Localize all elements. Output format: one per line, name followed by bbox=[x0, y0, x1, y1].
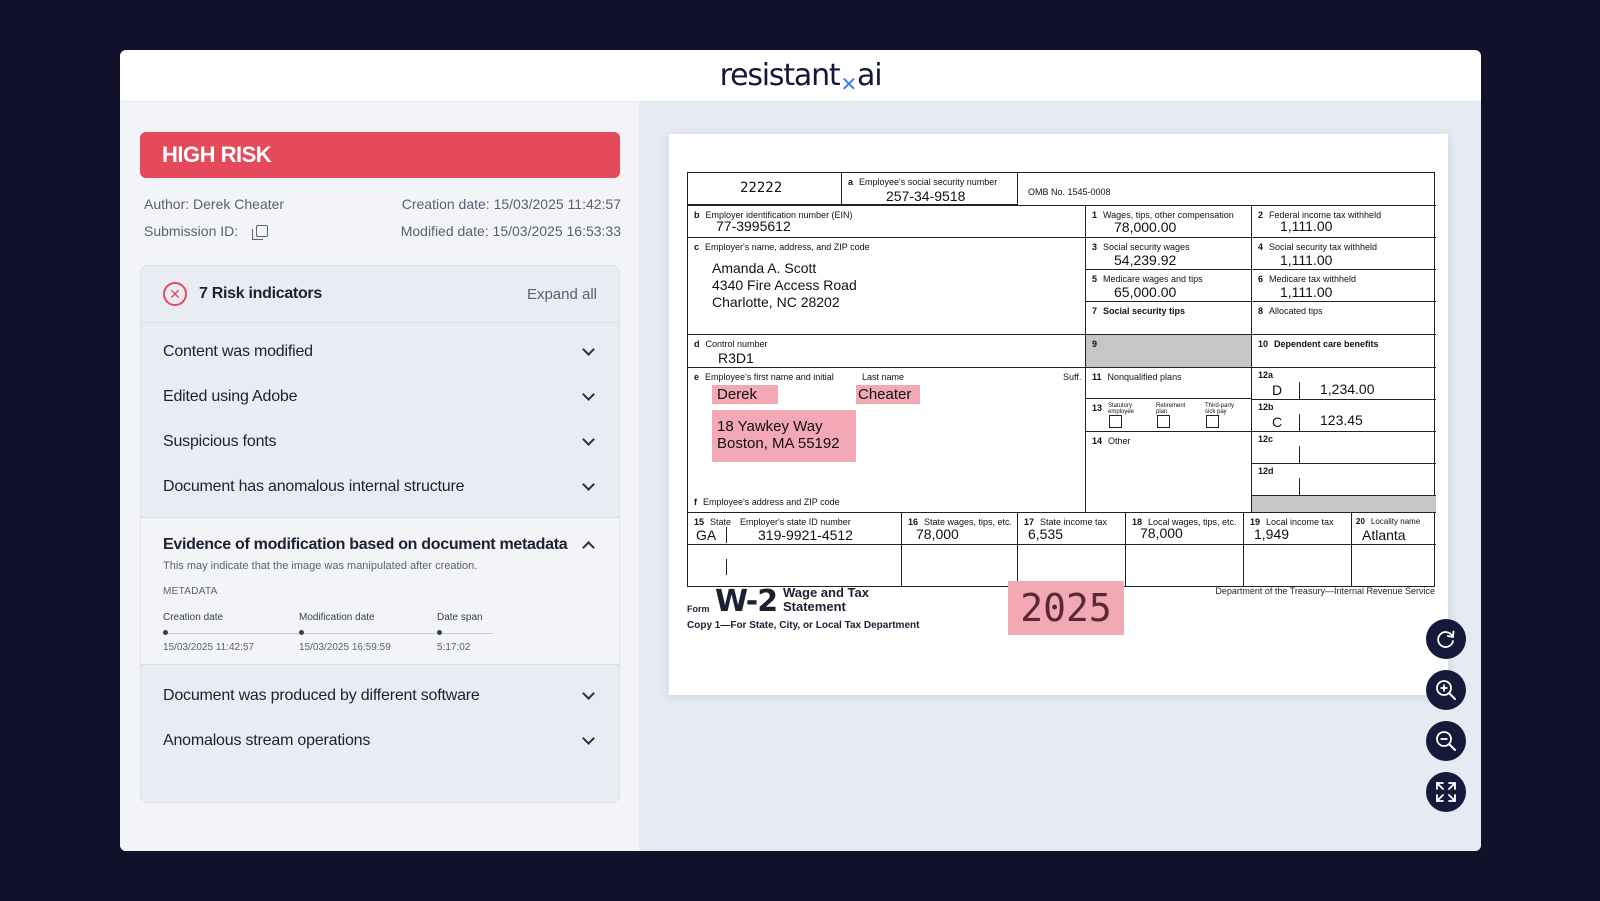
w2-box-13-label: 13 bbox=[1092, 403, 1103, 413]
w2-box-2-label: 2 Federal income tax withheld bbox=[1258, 210, 1382, 220]
indicator-label: Document was produced by different software bbox=[163, 686, 480, 704]
timeline-label-creation: Creation date bbox=[163, 612, 224, 623]
w2-box-14 bbox=[1086, 432, 1252, 513]
w2-box-12d bbox=[1252, 464, 1436, 496]
w2-suffix-label: Suff. bbox=[1063, 372, 1082, 382]
w2-box-17-row2 bbox=[1018, 545, 1126, 586]
w2-box-12c bbox=[1252, 432, 1436, 464]
w2-box-11-label-text: Nonqualified plans bbox=[1107, 372, 1182, 382]
w2-box-4-label: 4 Social security tax withheld bbox=[1258, 242, 1378, 252]
w2-box-20-label-text: Locality name bbox=[1370, 517, 1421, 526]
metadata-heading: METADATA bbox=[163, 586, 218, 597]
document-page bbox=[669, 134, 1448, 695]
w2-dept-text: Department of the Treasury—Internal Revenue Service bbox=[1215, 586, 1435, 596]
timeline-label-modification: Modification date bbox=[299, 612, 375, 623]
w2-employee-city: Boston, MA 55192 bbox=[717, 435, 840, 452]
submission-id-label: Submission ID: bbox=[144, 223, 239, 239]
w2-retirement-checkbox[interactable] bbox=[1157, 415, 1170, 428]
indicator-label: Document has anomalous internal structure bbox=[163, 477, 465, 495]
w2-box-6-label: 6 Medicare tax withheld bbox=[1258, 274, 1357, 284]
zoom-in-icon bbox=[1434, 678, 1458, 702]
modified-date-text: Modified date: 15/03/2025 16:53:33 bbox=[400, 223, 621, 239]
w2-box-19-label-text: Local income tax bbox=[1266, 517, 1334, 527]
w2-box-12c-label: 12c bbox=[1258, 434, 1274, 444]
w2-box-4 bbox=[1252, 238, 1436, 270]
chevron-down-icon bbox=[582, 433, 595, 446]
w2-box-16 bbox=[902, 513, 1018, 545]
timeline-dot bbox=[299, 630, 304, 635]
w2-box-2-label-text: Federal income tax withheld bbox=[1269, 210, 1382, 220]
w2-box-17-value: 6,535 bbox=[1028, 526, 1064, 542]
w2-employee-last: Cheater bbox=[858, 386, 912, 403]
w2-box-9 bbox=[1086, 335, 1252, 368]
w2-form bbox=[687, 172, 1435, 587]
w2-box-18-row2 bbox=[1126, 545, 1244, 586]
w2-box-a-value: 257-34-9518 bbox=[886, 188, 966, 204]
chevron-down-icon bbox=[582, 388, 595, 401]
w2-form-title bbox=[783, 586, 869, 614]
w2-box-12a-value: 1,234.00 bbox=[1320, 381, 1375, 397]
w2-box-18-label-text: Local wages, tips, etc. bbox=[1148, 517, 1237, 527]
w2-box-12b-label: 12b bbox=[1258, 402, 1274, 412]
w2-box-6-value: 1,111.00 bbox=[1280, 284, 1333, 300]
w2-box-17-label-text: State income tax bbox=[1040, 517, 1108, 527]
w2-box-5-value: 65,000.00 bbox=[1114, 284, 1177, 300]
w2-box-c-label: c Employer's name, address, and ZIP code bbox=[694, 242, 870, 252]
resistant-ai-logo bbox=[719, 58, 882, 96]
w2-box-a-label: a Employee's social security number bbox=[848, 177, 998, 187]
w2-divider bbox=[1299, 446, 1300, 464]
risk-x-icon: ✕ bbox=[163, 282, 187, 306]
creation-date-text: Creation date: 15/03/2025 11:42:57 bbox=[401, 196, 621, 212]
indicator-metadata-desc: This may indicate that the image was manipulated after creation. bbox=[163, 560, 478, 572]
w2-employer-street: 4340 Fire Access Road bbox=[712, 277, 857, 293]
w2-box-19-label: 19 Local income tax bbox=[1250, 517, 1334, 527]
timeline-value-creation: 15/03/2025 11:42:57 bbox=[163, 642, 255, 653]
w2-box-c-label-text: Employer's name, address, and ZIP code bbox=[705, 242, 870, 252]
w2-box-12b-code: C bbox=[1272, 414, 1283, 430]
w2-box-12-shaded bbox=[1252, 496, 1436, 513]
w2-box-f-label-text: Employee's address and ZIP code bbox=[703, 497, 840, 507]
w2-box-18-label: 18 Local wages, tips, etc. bbox=[1132, 517, 1237, 527]
w2-box-11-label: 11 Nonqualified plans bbox=[1092, 372, 1182, 382]
w2-box-5-label: 5 Medicare wages and tips bbox=[1092, 274, 1203, 284]
w2-box-5 bbox=[1086, 270, 1252, 302]
w2-last-name-label: Last name bbox=[862, 372, 905, 382]
indicator-label: Content was modified bbox=[163, 342, 313, 360]
expand-icon bbox=[1434, 780, 1458, 804]
timeline-value-modification: 15/03/2025 16:59:59 bbox=[299, 642, 391, 653]
w2-sickpay-checkbox[interactable] bbox=[1206, 415, 1219, 428]
w2-box-20-label: 20 Locality name bbox=[1356, 517, 1421, 526]
indicator-suspicious-fonts[interactable] bbox=[141, 419, 619, 464]
chevron-down-icon bbox=[582, 478, 595, 491]
rotate-icon bbox=[1435, 628, 1457, 650]
w2-divider bbox=[1299, 478, 1300, 496]
w2-omb: OMB No. 1545-0008 bbox=[1028, 187, 1111, 197]
w2-box-10-label: 10 Dependent care benefits bbox=[1258, 339, 1379, 349]
w2-box-16-row2 bbox=[902, 545, 1018, 586]
w2-box-3-value: 54,239.92 bbox=[1114, 252, 1177, 268]
header-bar bbox=[120, 50, 1481, 102]
w2-employee-first: Derek bbox=[717, 386, 758, 403]
w2-box-14-label: 14 Other bbox=[1092, 436, 1131, 446]
logo-x-icon: ✕ bbox=[840, 72, 857, 96]
w2-box-20 bbox=[1352, 513, 1436, 545]
w2-box-e-label: e Employee's first name and initial bbox=[694, 372, 834, 382]
w2-box-code-value: 22222 bbox=[740, 180, 783, 196]
timeline-value-span: 5:17:02 bbox=[437, 642, 471, 653]
w2-state-value: GA bbox=[696, 527, 717, 543]
w2-box-10-label-text: Dependent care benefits bbox=[1274, 339, 1379, 349]
w2-box-c bbox=[688, 238, 1086, 335]
w2-box-2-value: 1,111.00 bbox=[1280, 218, 1333, 234]
w2-box-9-label: 9 bbox=[1092, 339, 1098, 349]
w2-box-8-label-text: Allocated tips bbox=[1269, 306, 1323, 316]
w2-box-b-label-text: Employer identification number (EIN) bbox=[705, 210, 853, 220]
w2-divider bbox=[726, 527, 727, 543]
app-window bbox=[120, 50, 1481, 851]
timeline-dot bbox=[163, 630, 168, 635]
w2-box-8 bbox=[1252, 302, 1436, 335]
w2-box-b bbox=[688, 206, 1086, 238]
w2-box-a-label-text: Employee's social security number bbox=[859, 177, 998, 187]
w2-box-16-label-text: State wages, tips, etc. bbox=[924, 517, 1013, 527]
w2-box-15-row2 bbox=[688, 545, 902, 586]
w2-box-11 bbox=[1086, 368, 1252, 399]
zoom-out-button[interactable] bbox=[1426, 721, 1466, 761]
w2-retirement-label: Retirement plan bbox=[1156, 403, 1186, 415]
indicator-anomalous-structure[interactable] bbox=[141, 464, 619, 509]
zoom-in-button[interactable] bbox=[1426, 670, 1466, 710]
w2-box-7-label: 7 Social security tips bbox=[1092, 306, 1186, 316]
w2-box-20-value: Atlanta bbox=[1362, 527, 1406, 543]
risk-indicators-header bbox=[141, 266, 619, 323]
w2-box-12a bbox=[1252, 368, 1436, 400]
w2-box-e-label-text: Employee's first name and initial bbox=[705, 372, 834, 382]
w2-box-18-value: 78,000 bbox=[1140, 525, 1183, 541]
risk-indicators-panel bbox=[140, 265, 620, 803]
w2-box-e bbox=[688, 368, 1086, 513]
risk-level-banner: HIGH RISK bbox=[140, 132, 620, 178]
w2-box-17-label: 17 State income tax bbox=[1024, 517, 1108, 527]
w2-box-8-label: 8 Allocated tips bbox=[1258, 306, 1323, 316]
w2-box-7-label-text: Social security tips bbox=[1103, 306, 1186, 316]
risk-indicators-title: 7 Risk indicators bbox=[199, 285, 322, 302]
logo-text-part2: ai bbox=[857, 58, 882, 93]
timeline-dot bbox=[437, 630, 442, 635]
w2-divider bbox=[1299, 414, 1300, 432]
w2-sickpay-label: Third-party sick pay bbox=[1205, 403, 1235, 415]
indicator-metadata-expanded bbox=[141, 517, 619, 665]
w2-box-2 bbox=[1252, 206, 1436, 238]
chevron-down-icon bbox=[582, 343, 595, 356]
indicator-label: Edited using Adobe bbox=[163, 387, 298, 405]
indicator-metadata-header[interactable] bbox=[163, 536, 597, 554]
w2-form-title-line2: Statement bbox=[783, 599, 846, 614]
w2-box-d-label: d Control number bbox=[694, 339, 768, 349]
w2-box-15-label-text: State bbox=[710, 517, 732, 527]
w2-box-12a-label: 12a bbox=[1258, 370, 1274, 380]
w2-box-12b-value: 123.45 bbox=[1320, 412, 1363, 428]
w2-box-16-value: 78,000 bbox=[916, 526, 959, 542]
w2-box-a bbox=[842, 173, 1018, 205]
submission-id bbox=[144, 223, 268, 239]
timeline-label-span: Date span bbox=[437, 612, 483, 623]
zoom-out-icon bbox=[1434, 729, 1458, 753]
w2-box-1-label: 1 Wages, tips, other compensation bbox=[1092, 210, 1234, 220]
w2-year-highlight: 2025 bbox=[1008, 581, 1124, 635]
timeline-line bbox=[163, 633, 493, 634]
w2-state-id-value: 319-9921-4512 bbox=[758, 527, 853, 543]
indicator-stream-operations[interactable] bbox=[141, 718, 619, 763]
indicator-content-modified[interactable] bbox=[141, 329, 619, 374]
w2-box-15 bbox=[688, 513, 902, 545]
w2-employer-city: Charlotte, NC 28202 bbox=[712, 294, 840, 310]
w2-box-16-label: 16 State wages, tips, etc. bbox=[908, 517, 1013, 527]
document-viewer bbox=[639, 102, 1481, 851]
w2-box-19-row2 bbox=[1244, 545, 1352, 586]
w2-box-1 bbox=[1086, 206, 1252, 238]
w2-box-4-label-text: Social security tax withheld bbox=[1269, 242, 1378, 252]
w2-box-6 bbox=[1252, 270, 1436, 302]
expand-all-button[interactable]: Expand all bbox=[526, 285, 597, 303]
w2-form-word: Form bbox=[687, 604, 710, 614]
author-text: Author: Derek Cheater bbox=[144, 196, 285, 212]
w2-box-18 bbox=[1126, 513, 1244, 545]
w2-box-12a-code: D bbox=[1272, 382, 1283, 398]
w2-box-code bbox=[688, 173, 842, 205]
w2-copy-text: Copy 1—For State, City, or Local Tax Department bbox=[687, 620, 920, 631]
rotate-button[interactable] bbox=[1426, 619, 1466, 659]
logo-text-part1: resistant bbox=[719, 58, 840, 93]
w2-box-f-label: f Employee's address and ZIP code bbox=[694, 497, 840, 507]
w2-box-6-label-text: Medicare tax withheld bbox=[1269, 274, 1357, 284]
copy-icon[interactable] bbox=[256, 225, 268, 237]
w2-box-10 bbox=[1252, 335, 1436, 368]
w2-box-d-value: R3D1 bbox=[718, 350, 754, 366]
w2-box-5-label-text: Medicare wages and tips bbox=[1103, 274, 1203, 284]
indicator-different-software[interactable] bbox=[141, 673, 619, 718]
w2-box-d bbox=[688, 335, 1086, 368]
indicator-label: Anomalous stream operations bbox=[163, 731, 371, 749]
w2-box-1-value: 78,000.00 bbox=[1114, 219, 1177, 235]
chevron-down-icon bbox=[582, 687, 595, 700]
w2-box-7 bbox=[1086, 302, 1252, 335]
w2-employer-name: Amanda A. Scott bbox=[712, 260, 817, 276]
w2-box-15-label: 15 State bbox=[694, 517, 732, 527]
indicator-metadata-title: Evidence of modification based on document metadata bbox=[163, 536, 568, 553]
w2-box-14-label-text: Other bbox=[1108, 436, 1131, 446]
indicator-edited-adobe[interactable] bbox=[141, 374, 619, 419]
w2-box-3-label-text: Social security wages bbox=[1103, 242, 1190, 252]
chevron-up-icon bbox=[582, 541, 595, 554]
w2-employee-street: 18 Yawkey Way bbox=[717, 418, 823, 435]
w2-box-3-label: 3 Social security wages bbox=[1092, 242, 1190, 252]
w2-divider bbox=[1299, 382, 1300, 400]
fullscreen-button[interactable] bbox=[1426, 772, 1466, 812]
w2-box-d-label-text: Control number bbox=[705, 339, 768, 349]
w2-box-19-value: 1,949 bbox=[1254, 526, 1290, 542]
chevron-down-icon bbox=[582, 732, 595, 745]
w2-statutory-label: Statutory employee bbox=[1108, 403, 1135, 415]
indicator-label: Suspicious fonts bbox=[163, 432, 277, 450]
w2-form-name: W-2 bbox=[715, 584, 778, 619]
w2-divider bbox=[726, 559, 727, 575]
w2-box-b-value: 77-3995612 bbox=[716, 218, 791, 234]
w2-box-b-label: b Employer identification number (EIN) bbox=[694, 210, 853, 220]
w2-box-17 bbox=[1018, 513, 1126, 545]
w2-box-4-value: 1,111.00 bbox=[1280, 252, 1333, 268]
w2-form-title-line1: Wage and Tax bbox=[783, 585, 869, 600]
w2-box-19 bbox=[1244, 513, 1352, 545]
w2-box-1-label-text: Wages, tips, other compensation bbox=[1103, 210, 1234, 220]
w2-state-id-label: Employer's state ID number bbox=[740, 517, 851, 527]
w2-box-12d-label: 12d bbox=[1258, 466, 1274, 476]
w2-statutory-checkbox[interactable] bbox=[1109, 415, 1122, 428]
w2-box-13 bbox=[1086, 399, 1252, 432]
w2-box-12b bbox=[1252, 400, 1436, 432]
w2-box-3 bbox=[1086, 238, 1252, 270]
